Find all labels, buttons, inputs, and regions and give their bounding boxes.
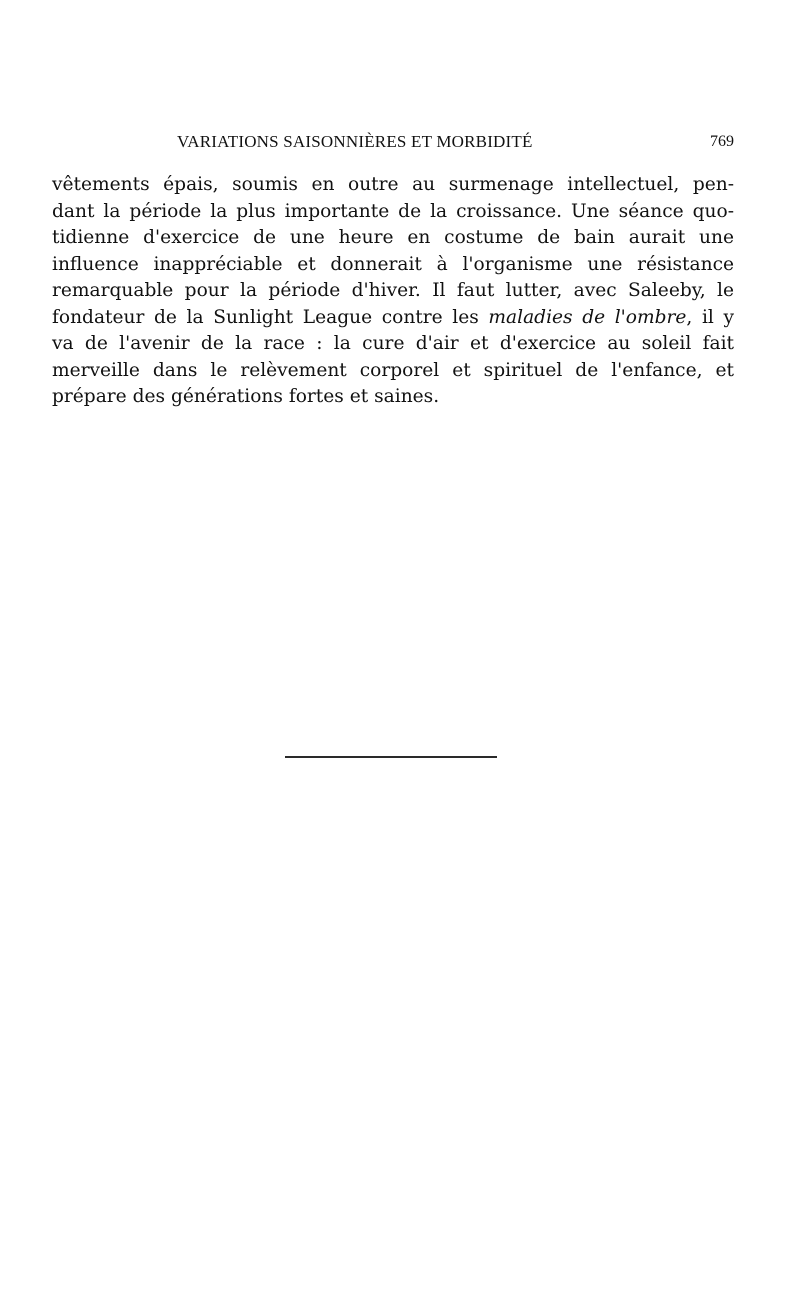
text-line: merveille dans le relèvement corporel et spirituel de l'enfance, et <box>52 359 734 381</box>
text-line-segment: , il y <box>686 306 734 328</box>
text-line: vêtements épais, soumis en outre au surmenage intellectuel, pen- <box>52 174 734 195</box>
text-line: va de l'avenir de la race : la cure d'air et d'exercice au soleil fait <box>52 333 734 354</box>
text-line: influence inappréciable et donnerait à l'organisme une résistance <box>52 253 734 275</box>
running-header <box>52 132 734 156</box>
text-line: tidienne d'exercice de une heure en costume de bain aurait une <box>52 227 734 248</box>
text-line: dant la période la plus importante de la croissance. Une séance quo- <box>52 200 734 222</box>
page-number: 769 <box>710 133 734 150</box>
body-paragraph <box>52 172 734 411</box>
italic-phrase: maladies de l'ombre <box>488 306 687 328</box>
text-line-segment: fondateur de la Sunlight League contre les <box>52 306 489 328</box>
running-title: VARIATIONS SAISONNIÈRES ET MORBIDITÉ <box>177 132 533 151</box>
text-line: remarquable pour la période d'hiver. Il faut lutter, avec Saleeby, le <box>52 280 734 301</box>
text-line: prépare des générations fortes et saines. <box>52 386 440 407</box>
section-end-rule <box>285 756 497 758</box>
text-line <box>52 305 734 332</box>
